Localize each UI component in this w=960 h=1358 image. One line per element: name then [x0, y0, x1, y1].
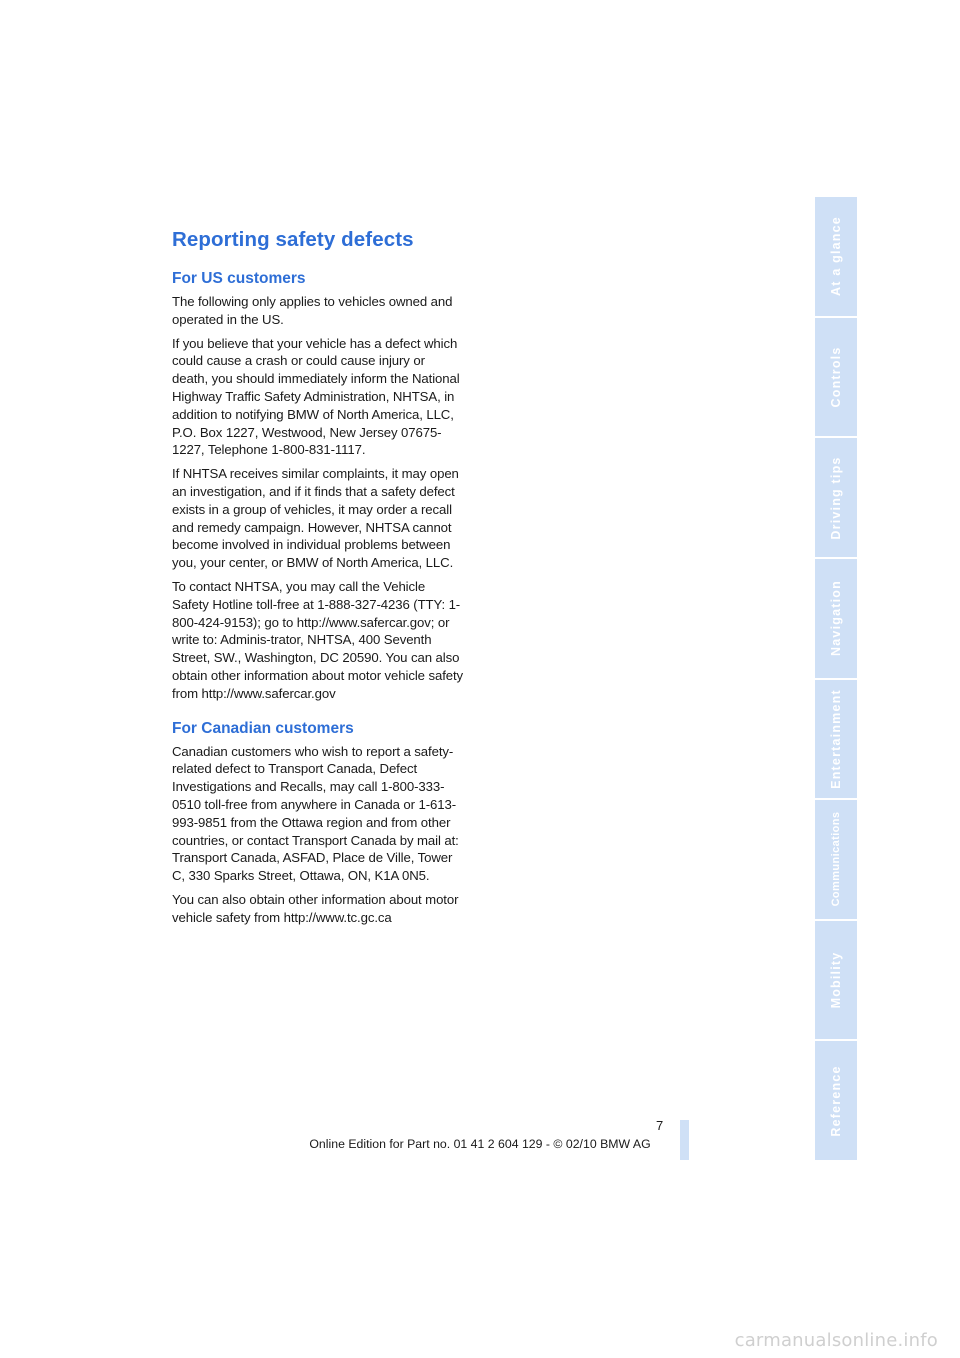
canada-paragraph: Canadian customers who wish to report a safety-related defect to Transport Canada, Defect Investigations and Recalls, may call 1-800-333-0510 toll-free from anywhere in Canada or 1-613-993-9851 from the Ottawa region and from other countries, or contact Transport Canada by mail at: Transport Canada, ASFAD, Place de Ville, Tower C, 330 Sparks Street, Ottawa, ON, K1A 0N5. [172, 743, 459, 884]
tab-controls[interactable] [815, 318, 857, 439]
tab-at-a-glance[interactable] [815, 197, 857, 318]
footer-text: Online Edition for Part no. 01 41 2 604 129 - © 02/10 BMW AG [309, 1137, 651, 1151]
us-paragraph: If you believe that your vehicle has a defect which could cause a crash or could cause injury or death, you should immediately inform the National Highway Traffic Safety Administration, NHTSA, in addition to notifying BMW of North America, LLC, P.O. Box 1227, Westwood, New Jersey 07675-1227, Telephone 1-800-831-1117. [172, 335, 460, 458]
section-title-us: For US customers [172, 270, 306, 287]
us-paragraph: If NHTSA receives similar complaints, it may open an investigation, and if it finds that a safety defect exists in a group of vehicles, it may order a recall and remedy campaign. However, NHTSA cannot become involved in individual problems between you, your center, or BMW of North America, LLC. [172, 466, 459, 571]
section-title-canada: For Canadian customers [172, 719, 354, 737]
tab-label: Reference [829, 1065, 843, 1137]
tab-navigation[interactable] [815, 559, 857, 680]
tab-communications[interactable] [815, 800, 857, 921]
chapter-sidebar [815, 197, 857, 1160]
page-number: 7 [656, 1118, 664, 1133]
tab-label: Driving tips [829, 455, 843, 540]
watermark: carmanualsonline.info [734, 1330, 938, 1351]
tab-mobility[interactable] [815, 921, 857, 1042]
main-content [172, 228, 464, 933]
tab-label: Mobility [829, 951, 843, 1009]
tab-entertainment[interactable] [815, 680, 857, 801]
tab-label: Entertainment [829, 688, 843, 789]
tab-label: Navigation [829, 580, 843, 657]
tab-label: At a glance [829, 216, 843, 297]
tab-label: Communications [830, 812, 842, 907]
us-paragraph: To contact NHTSA, you may call the Vehicle Safety Hotline toll-free at 1-888-327-4236 (TTY: 1-800-424-9153); go to http://www.safercar.gov; or write to: Adminis-trator, NHTSA, 400 Seventh Street, SW., Washington, DC 20590. You can also obtain other information about motor vehicle safety from http://www.safercar.gov [172, 578, 464, 701]
tab-label: Controls [829, 346, 843, 408]
page-title: Reporting safety defects [172, 228, 414, 251]
tab-driving-tips[interactable] [815, 438, 857, 559]
us-paragraph: The following only applies to vehicles owned and operated in the US. [172, 294, 453, 327]
canada-paragraph: You can also obtain other information about motor vehicle safety from http://www.tc.gc.ca [172, 891, 459, 925]
